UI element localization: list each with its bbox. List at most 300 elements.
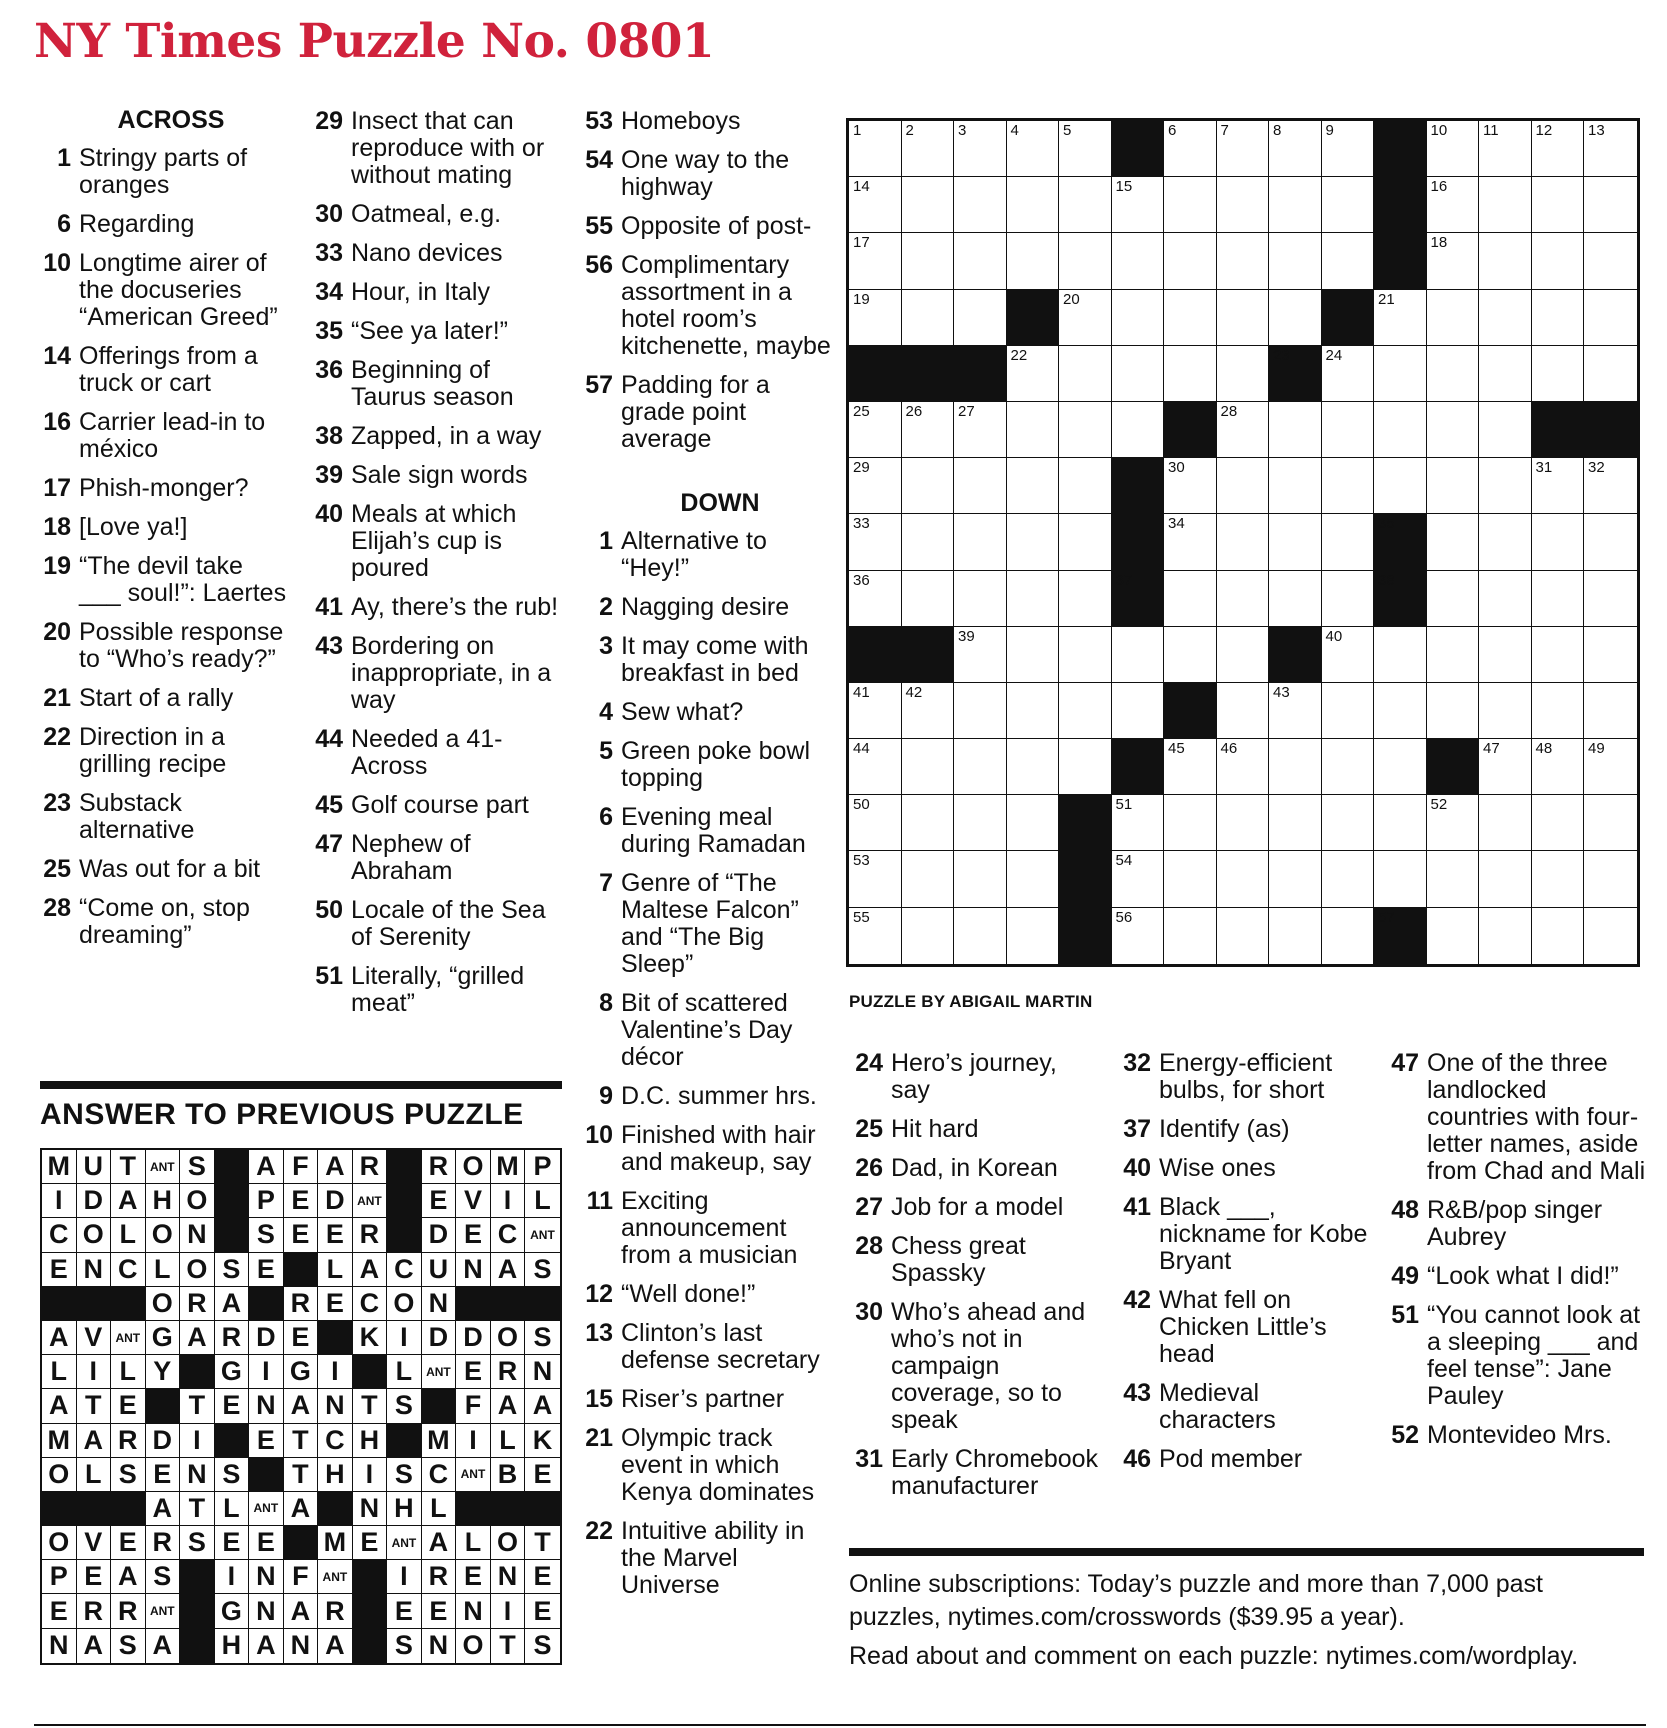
grid-cell[interactable]: [1479, 233, 1532, 289]
grid-cell[interactable]: [1059, 290, 1112, 346]
grid-cell[interactable]: [1217, 514, 1270, 570]
grid-cell[interactable]: [1479, 346, 1532, 402]
grid-cell[interactable]: [1584, 683, 1637, 739]
across-clue-21[interactable]: [34, 685, 290, 712]
across-clue-18[interactable]: [34, 514, 290, 541]
across-clue-29[interactable]: [306, 108, 562, 189]
grid-cell[interactable]: [1217, 795, 1270, 851]
grid-cell[interactable]: [1584, 571, 1637, 627]
clue-text: Complimentary assortment in a hotel room’s kitchenette, maybe: [621, 251, 831, 360]
grid-cell[interactable]: [1112, 177, 1165, 233]
clue-number: 21: [585, 1424, 613, 1452]
grid-cell[interactable]: [1007, 683, 1060, 739]
down-clue-48[interactable]: [1382, 1197, 1646, 1251]
across-clue-39[interactable]: [306, 462, 562, 489]
grid-cell[interactable]: [1427, 851, 1480, 907]
grid-cell[interactable]: [1322, 177, 1375, 233]
footer-wordplay[interactable]: Read about and comment on each puzzle: nytimes.com/wordplay.: [849, 1642, 1579, 1670]
grid-cell[interactable]: [1164, 739, 1217, 795]
grid-cell[interactable]: [1007, 627, 1060, 683]
grid-cell[interactable]: [1374, 683, 1427, 739]
down-clue-52[interactable]: [1382, 1422, 1646, 1449]
grid-cell[interactable]: [1532, 795, 1585, 851]
grid-cell[interactable]: [1322, 571, 1375, 627]
grid-cell[interactable]: [1059, 177, 1112, 233]
grid-cell[interactable]: [1059, 514, 1112, 570]
grid-cell[interactable]: [1479, 402, 1532, 458]
grid-cell[interactable]: [954, 290, 1007, 346]
grid-cell[interactable]: [902, 290, 955, 346]
grid-cell[interactable]: [1584, 177, 1637, 233]
grid-cell[interactable]: [902, 851, 955, 907]
grid-cell[interactable]: [1427, 514, 1480, 570]
grid-cell-number: 33: [853, 515, 870, 533]
across-clue-53[interactable]: [576, 108, 834, 135]
across-clue-19[interactable]: [34, 553, 290, 607]
across-clue-17[interactable]: [34, 475, 290, 502]
clue-number: 29: [315, 107, 343, 135]
across-clue-1[interactable]: [34, 145, 290, 199]
across-clue-30[interactable]: [306, 201, 562, 228]
grid-cell[interactable]: [1584, 514, 1637, 570]
across-clue-35[interactable]: [306, 318, 562, 345]
grid-cell[interactable]: [1217, 571, 1270, 627]
down-clue-43[interactable]: [1114, 1380, 1368, 1434]
across-clue-55[interactable]: [576, 213, 834, 240]
down-clue-32[interactable]: [1114, 1050, 1368, 1104]
grid-cell[interactable]: [1217, 233, 1270, 289]
grid-cell[interactable]: [1374, 851, 1427, 907]
grid-cell[interactable]: [1427, 795, 1480, 851]
grid-cell[interactable]: [1532, 458, 1585, 514]
down-clue-9[interactable]: [576, 1083, 834, 1110]
clue-text: Olympic track event in which Kenya dominates: [621, 1424, 815, 1506]
grid-cell[interactable]: [1322, 121, 1375, 177]
grid-cell[interactable]: [954, 177, 1007, 233]
grid-cell[interactable]: [1479, 177, 1532, 233]
down-clue-1[interactable]: [576, 528, 834, 582]
down-clue-21[interactable]: [576, 1425, 834, 1506]
grid-cell[interactable]: [1217, 908, 1270, 964]
answer-cell: A: [111, 1184, 146, 1218]
down-clue-5[interactable]: [576, 738, 834, 792]
answer-cell: A: [422, 1526, 457, 1560]
grid-cell[interactable]: [1269, 851, 1322, 907]
grid-cell[interactable]: [1427, 571, 1480, 627]
across-clue-22[interactable]: [34, 724, 290, 778]
grid-cell[interactable]: [954, 627, 1007, 683]
grid-cell[interactable]: [1374, 739, 1427, 795]
down-clue-12[interactable]: [576, 1281, 834, 1308]
grid-cell[interactable]: [1322, 683, 1375, 739]
grid-cell[interactable]: [1584, 290, 1637, 346]
grid-cell[interactable]: [1322, 346, 1375, 402]
grid-cell[interactable]: [1532, 514, 1585, 570]
across-clue-23[interactable]: [34, 790, 290, 844]
grid-cell[interactable]: [1059, 121, 1112, 177]
grid-cell[interactable]: [902, 571, 955, 627]
answer-cell: ANT: [111, 1321, 146, 1355]
down-clue-8[interactable]: [576, 990, 834, 1071]
grid-cell[interactable]: [954, 851, 1007, 907]
down-clue-10[interactable]: [576, 1122, 834, 1176]
grid-cell[interactable]: [1164, 514, 1217, 570]
grid-cell[interactable]: [1164, 571, 1217, 627]
crossword-grid[interactable]: [846, 118, 1640, 967]
grid-cell[interactable]: [902, 739, 955, 795]
down-clue-51[interactable]: [1382, 1302, 1646, 1410]
grid-cell[interactable]: [1427, 458, 1480, 514]
answer-cell: E: [249, 1424, 284, 1458]
grid-cell[interactable]: [954, 739, 1007, 795]
grid-cell[interactable]: [1217, 739, 1270, 795]
grid-cell[interactable]: [1007, 514, 1060, 570]
grid-cell[interactable]: [1584, 458, 1637, 514]
grid-cell[interactable]: [1479, 458, 1532, 514]
across-clue-28[interactable]: [34, 895, 290, 949]
grid-cell[interactable]: [1164, 177, 1217, 233]
down-clue-7[interactable]: [576, 870, 834, 978]
grid-cell[interactable]: [1584, 346, 1637, 402]
clue-text: Bit of scattered Valentine’s Day décor: [621, 989, 793, 1071]
grid-cell[interactable]: [1427, 402, 1480, 458]
across-clue-41[interactable]: [306, 594, 562, 621]
grid-cell[interactable]: [1322, 739, 1375, 795]
down-clue-26[interactable]: [846, 1155, 1100, 1182]
grid-cell[interactable]: [1164, 290, 1217, 346]
across-clue-10[interactable]: [34, 250, 290, 331]
grid-cell[interactable]: [1007, 851, 1060, 907]
grid-cell[interactable]: [1479, 514, 1532, 570]
grid-cell[interactable]: [1584, 795, 1637, 851]
grid-cell[interactable]: [1269, 683, 1322, 739]
grid-cell[interactable]: [902, 233, 955, 289]
grid-cell[interactable]: [1584, 121, 1637, 177]
grid-cell[interactable]: [1269, 233, 1322, 289]
grid-cell[interactable]: [1007, 908, 1060, 964]
grid-cell[interactable]: [1584, 739, 1637, 795]
clue-number: 47: [1391, 1049, 1419, 1077]
down-clue-40[interactable]: [1114, 1155, 1368, 1182]
grid-cell[interactable]: [1479, 739, 1532, 795]
across-clue-16[interactable]: [34, 409, 290, 463]
grid-cell[interactable]: [1427, 177, 1480, 233]
grid-cell[interactable]: [1112, 402, 1165, 458]
grid-cell[interactable]: [1269, 908, 1322, 964]
grid-cell[interactable]: [1007, 402, 1060, 458]
grid-cell[interactable]: [1217, 402, 1270, 458]
grid-cell[interactable]: [1269, 121, 1322, 177]
answer-cell: E: [249, 1253, 284, 1287]
across-clue-36[interactable]: [306, 357, 562, 411]
grid-cell-number: 57: [1378, 908, 1395, 926]
answer-cell: S: [215, 1253, 250, 1287]
grid-cell[interactable]: [1479, 851, 1532, 907]
down-clue-47[interactable]: [1382, 1050, 1646, 1185]
grid-cell[interactable]: [1059, 571, 1112, 627]
grid-cell[interactable]: [849, 851, 902, 907]
grid-cell[interactable]: [1427, 627, 1480, 683]
grid-cell[interactable]: [1164, 908, 1217, 964]
grid-cell[interactable]: [1479, 627, 1532, 683]
grid-cell[interactable]: [1059, 402, 1112, 458]
across-clue-14[interactable]: [34, 343, 290, 397]
grid-cell[interactable]: [902, 458, 955, 514]
grid-cell[interactable]: [1374, 627, 1427, 683]
grid-cell[interactable]: [849, 795, 902, 851]
grid-cell[interactable]: [1479, 908, 1532, 964]
grid-cell[interactable]: [1374, 402, 1427, 458]
down-clue-42[interactable]: [1114, 1287, 1368, 1368]
down-clue-24[interactable]: [846, 1050, 1100, 1104]
grid-cell[interactable]: [1584, 908, 1637, 964]
grid-cell[interactable]: [1322, 908, 1375, 964]
grid-cell[interactable]: [1269, 402, 1322, 458]
grid-cell[interactable]: [849, 683, 902, 739]
down-clue-30[interactable]: [846, 1299, 1100, 1434]
grid-cell[interactable]: [1007, 739, 1060, 795]
down-clue-31[interactable]: [846, 1446, 1100, 1500]
grid-cell[interactable]: [1164, 121, 1217, 177]
grid-cell[interactable]: [1269, 571, 1322, 627]
grid-cell[interactable]: [1112, 290, 1165, 346]
grid-cell[interactable]: [902, 908, 955, 964]
down-clue-6[interactable]: [576, 804, 834, 858]
across-clue-57[interactable]: [576, 372, 834, 453]
grid-cell[interactable]: [1007, 121, 1060, 177]
grid-cell[interactable]: [1007, 795, 1060, 851]
grid-cell[interactable]: [1007, 571, 1060, 627]
footer-subscriptions[interactable]: Online subscriptions: Today’s puzzle and more than 7,000 past puzzles, nytimes.com/crosswords ($39.95 a year).: [849, 1570, 1543, 1631]
grid-cell[interactable]: [849, 739, 902, 795]
grid-cell[interactable]: [1322, 795, 1375, 851]
grid-cell[interactable]: [1532, 571, 1585, 627]
grid-cell[interactable]: [1322, 851, 1375, 907]
clue-number: 28: [43, 894, 71, 922]
grid-cell[interactable]: [954, 514, 1007, 570]
grid-cell[interactable]: [1532, 627, 1585, 683]
grid-cell[interactable]: [1479, 121, 1532, 177]
grid-cell[interactable]: [1374, 458, 1427, 514]
grid-cell[interactable]: [954, 458, 1007, 514]
grid-cell[interactable]: [1427, 121, 1480, 177]
grid-cell[interactable]: [1532, 346, 1585, 402]
grid-cell[interactable]: [1322, 514, 1375, 570]
clue-number: 53: [585, 107, 613, 135]
grid-cell[interactable]: [1112, 908, 1165, 964]
grid-cell[interactable]: [1164, 795, 1217, 851]
clue-text: What fell on Chicken Little’s head: [1159, 1286, 1327, 1368]
grid-cell[interactable]: [1217, 121, 1270, 177]
clue-number: 1: [57, 144, 71, 172]
grid-cell[interactable]: [1269, 739, 1322, 795]
clue-text: Offerings from a truck or cart: [79, 342, 258, 397]
answer-block: [77, 1492, 112, 1526]
across-clue-40[interactable]: [306, 501, 562, 582]
grid-cell[interactable]: [902, 121, 955, 177]
grid-cell[interactable]: [1269, 458, 1322, 514]
grid-cell[interactable]: [1217, 851, 1270, 907]
down-clue-41[interactable]: [1114, 1194, 1368, 1275]
grid-cell[interactable]: [954, 233, 1007, 289]
grid-cell[interactable]: [954, 683, 1007, 739]
grid-cell[interactable]: [1532, 739, 1585, 795]
grid-cell[interactable]: [1164, 851, 1217, 907]
grid-cell[interactable]: [1322, 458, 1375, 514]
across-clue-56[interactable]: [576, 252, 834, 360]
across-clue-43[interactable]: [306, 633, 562, 714]
down-clue-25[interactable]: [846, 1116, 1100, 1143]
grid-cell[interactable]: [1532, 121, 1585, 177]
grid-cell[interactable]: [1479, 571, 1532, 627]
grid-cell[interactable]: [1112, 683, 1165, 739]
answer-block: [180, 1629, 215, 1663]
grid-cell[interactable]: [1427, 233, 1480, 289]
grid-cell[interactable]: [1479, 683, 1532, 739]
grid-cell[interactable]: [1322, 627, 1375, 683]
grid-cell[interactable]: [1322, 233, 1375, 289]
answer-cell: E: [146, 1458, 181, 1492]
grid-cell[interactable]: [1269, 177, 1322, 233]
grid-cell[interactable]: [849, 177, 902, 233]
clue-text: Pod member: [1159, 1445, 1303, 1473]
grid-cell[interactable]: [1059, 346, 1112, 402]
grid-cell[interactable]: [1007, 458, 1060, 514]
grid-cell[interactable]: [1374, 346, 1427, 402]
down-clue-28[interactable]: [846, 1233, 1100, 1287]
grid-cell[interactable]: [1217, 346, 1270, 402]
grid-cell[interactable]: [1007, 177, 1060, 233]
grid-cell[interactable]: [1479, 795, 1532, 851]
grid-cell[interactable]: [1269, 514, 1322, 570]
grid-cell[interactable]: [1427, 908, 1480, 964]
grid-cell[interactable]: [1217, 627, 1270, 683]
down-clue-37[interactable]: [1114, 1116, 1368, 1143]
across-clue-25[interactable]: [34, 856, 290, 883]
grid-cell[interactable]: [1164, 346, 1217, 402]
grid-cell[interactable]: [1007, 233, 1060, 289]
grid-cell[interactable]: [1217, 290, 1270, 346]
grid-cell[interactable]: [954, 795, 1007, 851]
grid-cell[interactable]: [1059, 627, 1112, 683]
grid-cell[interactable]: [1427, 683, 1480, 739]
grid-cell[interactable]: [1164, 458, 1217, 514]
grid-cell[interactable]: [849, 121, 902, 177]
across-clue-38[interactable]: [306, 423, 562, 450]
down-clue-49[interactable]: [1382, 1263, 1646, 1290]
down-clue-11[interactable]: [576, 1188, 834, 1269]
grid-cell[interactable]: [1532, 290, 1585, 346]
grid-cell[interactable]: [1532, 908, 1585, 964]
grid-cell[interactable]: [1112, 346, 1165, 402]
down-clue-22[interactable]: [576, 1518, 834, 1599]
grid-cell[interactable]: [849, 908, 902, 964]
answer-cell: M: [42, 1150, 77, 1184]
down-clue-13[interactable]: [576, 1320, 834, 1374]
grid-cell[interactable]: [1532, 177, 1585, 233]
across-clue-33[interactable]: [306, 240, 562, 267]
grid-cell[interactable]: [849, 571, 902, 627]
grid-cell[interactable]: [1164, 627, 1217, 683]
grid-cell[interactable]: [849, 458, 902, 514]
down-clue-15[interactable]: [576, 1386, 834, 1413]
across-clue-47[interactable]: [306, 831, 562, 885]
grid-cell[interactable]: [1269, 290, 1322, 346]
grid-cell[interactable]: [849, 402, 902, 458]
grid-cell[interactable]: [1427, 346, 1480, 402]
grid-cell-number: 21: [1378, 290, 1395, 308]
down-clue-4[interactable]: [576, 699, 834, 726]
grid-cell[interactable]: [1007, 346, 1060, 402]
grid-cell-number: 28: [1220, 402, 1238, 420]
grid-cell[interactable]: [1374, 795, 1427, 851]
grid-cell[interactable]: [1217, 683, 1270, 739]
grid-cell[interactable]: [954, 121, 1007, 177]
grid-cell[interactable]: [1532, 233, 1585, 289]
answer-cell: L: [456, 1526, 491, 1560]
grid-cell[interactable]: [1112, 851, 1165, 907]
grid-cell[interactable]: [1532, 683, 1585, 739]
answer-cell: E: [318, 1287, 353, 1321]
grid-cell[interactable]: [1374, 290, 1427, 346]
across-clue-54[interactable]: [576, 147, 834, 201]
across-clue-45[interactable]: [306, 792, 562, 819]
across-clue-34[interactable]: [306, 279, 562, 306]
grid-cell[interactable]: [1059, 739, 1112, 795]
grid-cell[interactable]: [1322, 402, 1375, 458]
grid-cell[interactable]: [902, 514, 955, 570]
across-clue-44[interactable]: [306, 726, 562, 780]
down-clue-2[interactable]: [576, 594, 834, 621]
grid-cell[interactable]: [954, 402, 1007, 458]
grid-cell[interactable]: [1059, 683, 1112, 739]
grid-cell[interactable]: [1112, 627, 1165, 683]
grid-cell[interactable]: [849, 514, 902, 570]
grid-cell[interactable]: [1584, 627, 1637, 683]
grid-cell[interactable]: [849, 233, 902, 289]
grid-cell[interactable]: [1217, 458, 1270, 514]
grid-cell[interactable]: [902, 795, 955, 851]
grid-cell[interactable]: [1059, 233, 1112, 289]
across-clue-20[interactable]: [34, 619, 290, 673]
across-clue-6[interactable]: [34, 211, 290, 238]
grid-cell[interactable]: [1269, 795, 1322, 851]
answer-cell: C: [318, 1424, 353, 1458]
down-clue-27[interactable]: [846, 1194, 1100, 1221]
grid-cell[interactable]: [1112, 795, 1165, 851]
grid-cell[interactable]: [1479, 290, 1532, 346]
down-clue-46[interactable]: [1114, 1446, 1368, 1473]
grid-cell[interactable]: [1059, 458, 1112, 514]
grid-cell[interactable]: [1164, 233, 1217, 289]
across-clue-51[interactable]: [306, 963, 562, 1017]
grid-cell[interactable]: [1584, 851, 1637, 907]
grid-cell[interactable]: [1427, 290, 1480, 346]
answer-cell: I: [318, 1355, 353, 1389]
grid-cell[interactable]: [902, 683, 955, 739]
grid-cell[interactable]: [849, 290, 902, 346]
grid-cell[interactable]: [1112, 233, 1165, 289]
grid-cell[interactable]: [954, 571, 1007, 627]
grid-cell[interactable]: [902, 402, 955, 458]
grid-cell[interactable]: [1217, 177, 1270, 233]
grid-cell[interactable]: [902, 177, 955, 233]
across-clue-50[interactable]: [306, 897, 562, 951]
grid-cell[interactable]: [1584, 233, 1637, 289]
grid-cell[interactable]: [954, 908, 1007, 964]
down-clue-3[interactable]: [576, 633, 834, 687]
grid-cell[interactable]: [1532, 851, 1585, 907]
